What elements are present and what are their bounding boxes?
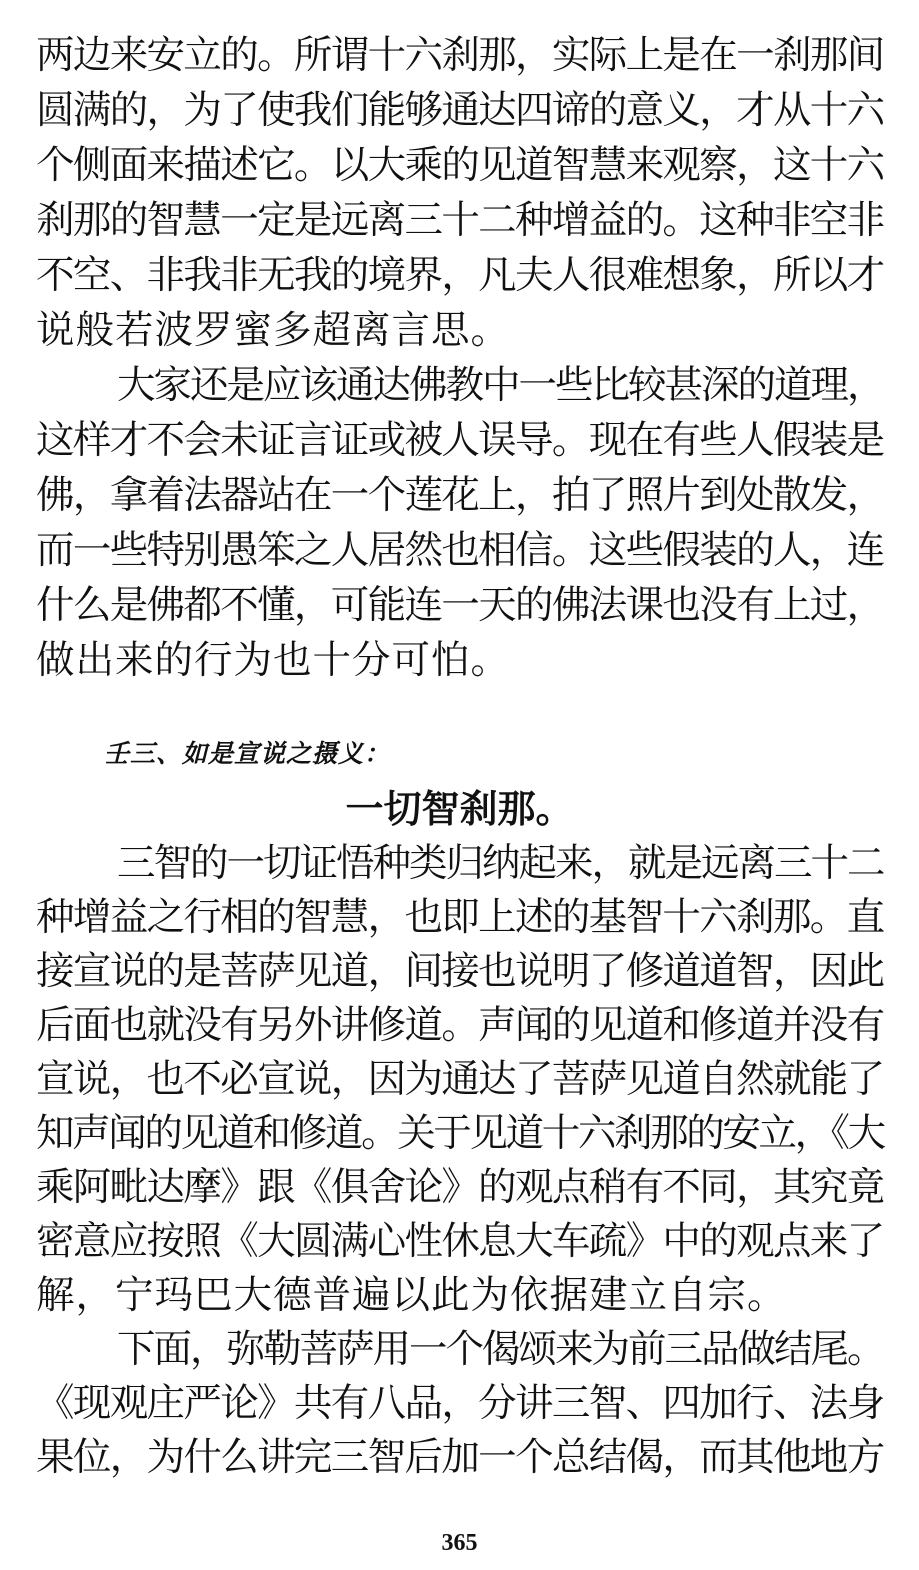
text-line: 下面，弥勒菩萨用一个偈颂来为前三品做结尾。	[117, 1327, 884, 1372]
text-line: 这样才不会未证言证或被人误导。现在有些人假装是	[36, 418, 884, 463]
text-line: 大家还是应该通达佛教中一些比较甚深的道理，	[117, 363, 884, 408]
text-line: 什么是佛都不懂，可能连一天的佛法课也没有上过，	[36, 583, 884, 628]
text-line: 佛，拿着法器站在一个莲花上，拍了照片到处散发，	[36, 473, 884, 518]
text-line: 说般若波罗蜜多超离言思。	[36, 308, 511, 353]
text-line: 宣说，也不必宣说，因为通达了菩萨见道自然就能了	[36, 1057, 884, 1102]
text-line: 个侧面来描述它。以大乘的见道智慧来观察，这十六	[36, 143, 884, 188]
text-line: 刹那的智慧一定是远离三十二种增益的。这种非空非	[36, 198, 884, 243]
verse-line: 一切智刹那。	[345, 787, 574, 831]
text-line: 《现观庄严论》共有八品，分讲三智、四加行、法身	[36, 1381, 884, 1426]
text-line: 两边来安立的。所谓十六刹那，实际上是在一刹那间	[36, 33, 884, 78]
text-line: 圆满的，为了使我们能够通达四谛的意义，才从十六	[36, 88, 884, 133]
section-heading: 壬三、如是宣说之摄义：	[104, 739, 391, 768]
text-line: 解，宁玛巴大德普遍以此为依据建立自宗。	[36, 1273, 787, 1318]
text-line: 做出来的行为也十分可怕。	[36, 638, 511, 683]
text-line: 乘阿毗达摩》跟《俱舍论》的观点稍有不同，其究竟	[36, 1165, 884, 1210]
text-line: 接宣说的是菩萨见道，间接也说明了修道道智，因此	[36, 949, 884, 994]
text-line: 三智的一切证悟种类归纳起来，就是远离三十二	[117, 841, 884, 886]
page-number: 365	[441, 1530, 478, 1556]
text-line: 种增益之行相的智慧，也即上述的基智十六刹那。直	[36, 895, 884, 940]
text-line: 而一些特别愚笨之人居然也相信。这些假装的人，连	[36, 528, 884, 573]
text-line: 密意应按照《大圆满心性休息大车疏》中的观点来了	[36, 1219, 884, 1264]
text-line: 果位，为什么讲完三智后加一个总结偈，而其他地方	[36, 1435, 884, 1480]
text-line: 后面也就没有另外讲修道。声闻的见道和修道并没有	[36, 1003, 884, 1048]
text-line: 不空、非我非无我的境界，凡夫人很难想象，所以才	[36, 253, 884, 298]
text-line: 知声闻的见道和修道。关于见道十六刹那的安立，《大	[36, 1111, 884, 1156]
